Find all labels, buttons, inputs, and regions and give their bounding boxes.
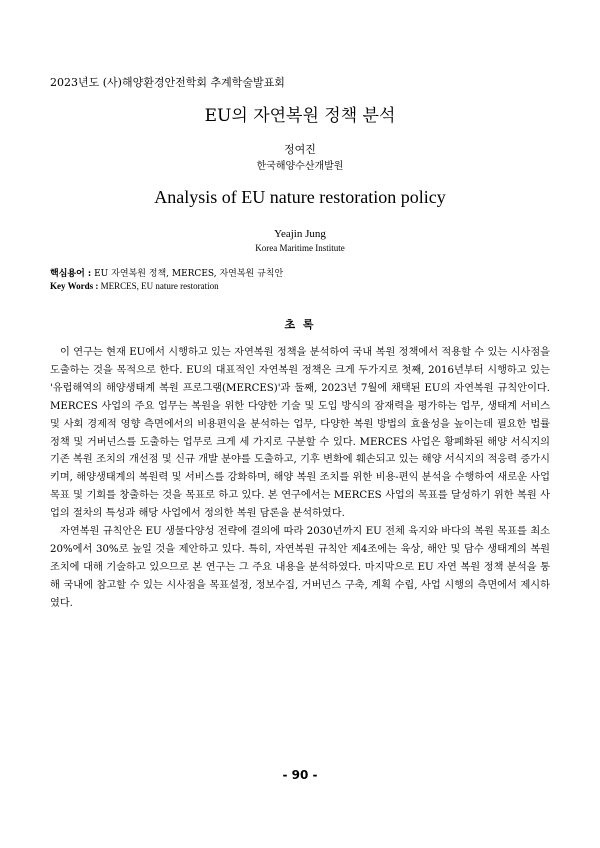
keywords-english-text: MERCES, EU nature restoration [100, 281, 219, 291]
author-english: Yeajin Jung [274, 228, 326, 240]
abstract-body [50, 344, 550, 613]
title-korean: EU의 자연복원 정책 분석 [204, 106, 396, 126]
abstract-heading: 초 록 [284, 318, 316, 331]
abstract-paragraph: 이 연구는 현재 EU에서 시행하고 있는 자연복원 정책을 분석하여 국내 복원 정책에서 적용할 수 있는 시사점을 도출하는 것을 목적으로 한다. EU의 대표적인 자연복원 정책은 크게 두가지로 첫째, 2016년부터 시행하고 있는 '유럽해역의 해양생태계 복원 프로그램(MERCES)'과 둘째, 2023년 7월에 채택된 EU의 자연복원 규칙안이다. MERCES 사업의 주요 업무는 복원을 위한 다양한 기술 및 도입 방식의 잠재력을 평가하는 업무, 생태계 서비스 및 사회 경제적 영향 측면에서의 비용편익을 분석하는 업무, 다양한 복원 방법의 효율성을 높이는데 필요한 법률 정책 및 거버넌스를 도출하는 업무로 크게 세 가지로 구분할 수 있다. MERCES 사업은 황폐화된 해양 서식지의 기존 복원 조치의 개선점 및 신규 개발 분야를 도출하고, 기후 변화에 훼손되고 있는 해양 서식지의 적응력 증가시키며, 해양생태계의 복원력 및 서비스를 강화하며, 해양 복원 조치를 위한 비용-편익 분석을 수행하여 새로운 사업 목표 및 기회를 창출하는 것을 목표로 하고 있다. 본 연구에서는 MERCES 사업의 목표를 달성하기 위한 복원 사업의 절차의 특성과 해당 사업에서 정의한 복원 담론을 분석하였다. [50, 347, 550, 520]
keywords-korean [50, 266, 283, 279]
keywords-korean-text: EU 자연복원 정책, MERCES, 자연복원 규칙안 [94, 269, 284, 279]
author-korean: 정여진 [284, 143, 316, 156]
affiliation-english: Korea Maritime Institute [255, 243, 345, 253]
keywords-korean-label: 핵심용어 : [50, 269, 92, 279]
affiliation-korean: 한국해양수산개발원 [256, 161, 344, 172]
conference-header: 2023년도 (사)해양환경안전학회 추계학술발표회 [50, 76, 285, 89]
page-number: - 90 - [282, 768, 318, 782]
keywords-english [50, 281, 219, 291]
keywords-english-label: Key Words : [50, 281, 99, 291]
abstract-paragraph: 자연복원 규칙안은 EU 생물다양성 전략에 결의에 따라 2030년까지 EU 전체 육지와 바다의 복원 목표를 최소 20%에서 30%로 높일 것을 제안하고 있다. 특히, 자연복원 규칙안 제4조에는 육상, 해안 및 담수 생태계의 복원 조치에 대해 기술하고 있으므로 본 연구는 그 주요 내용을 분석하였다. 마지막으로 EU 자연 복원 정책 분석을 통해 국내에 참고할 수 있는 시사점을 목표설정, 정보수집, 거버넌스 구축, 계획 수립, 사업 시행의 측면에서 제시하였다. [50, 526, 550, 609]
title-english: Analysis of EU nature restoration policy [154, 187, 446, 207]
